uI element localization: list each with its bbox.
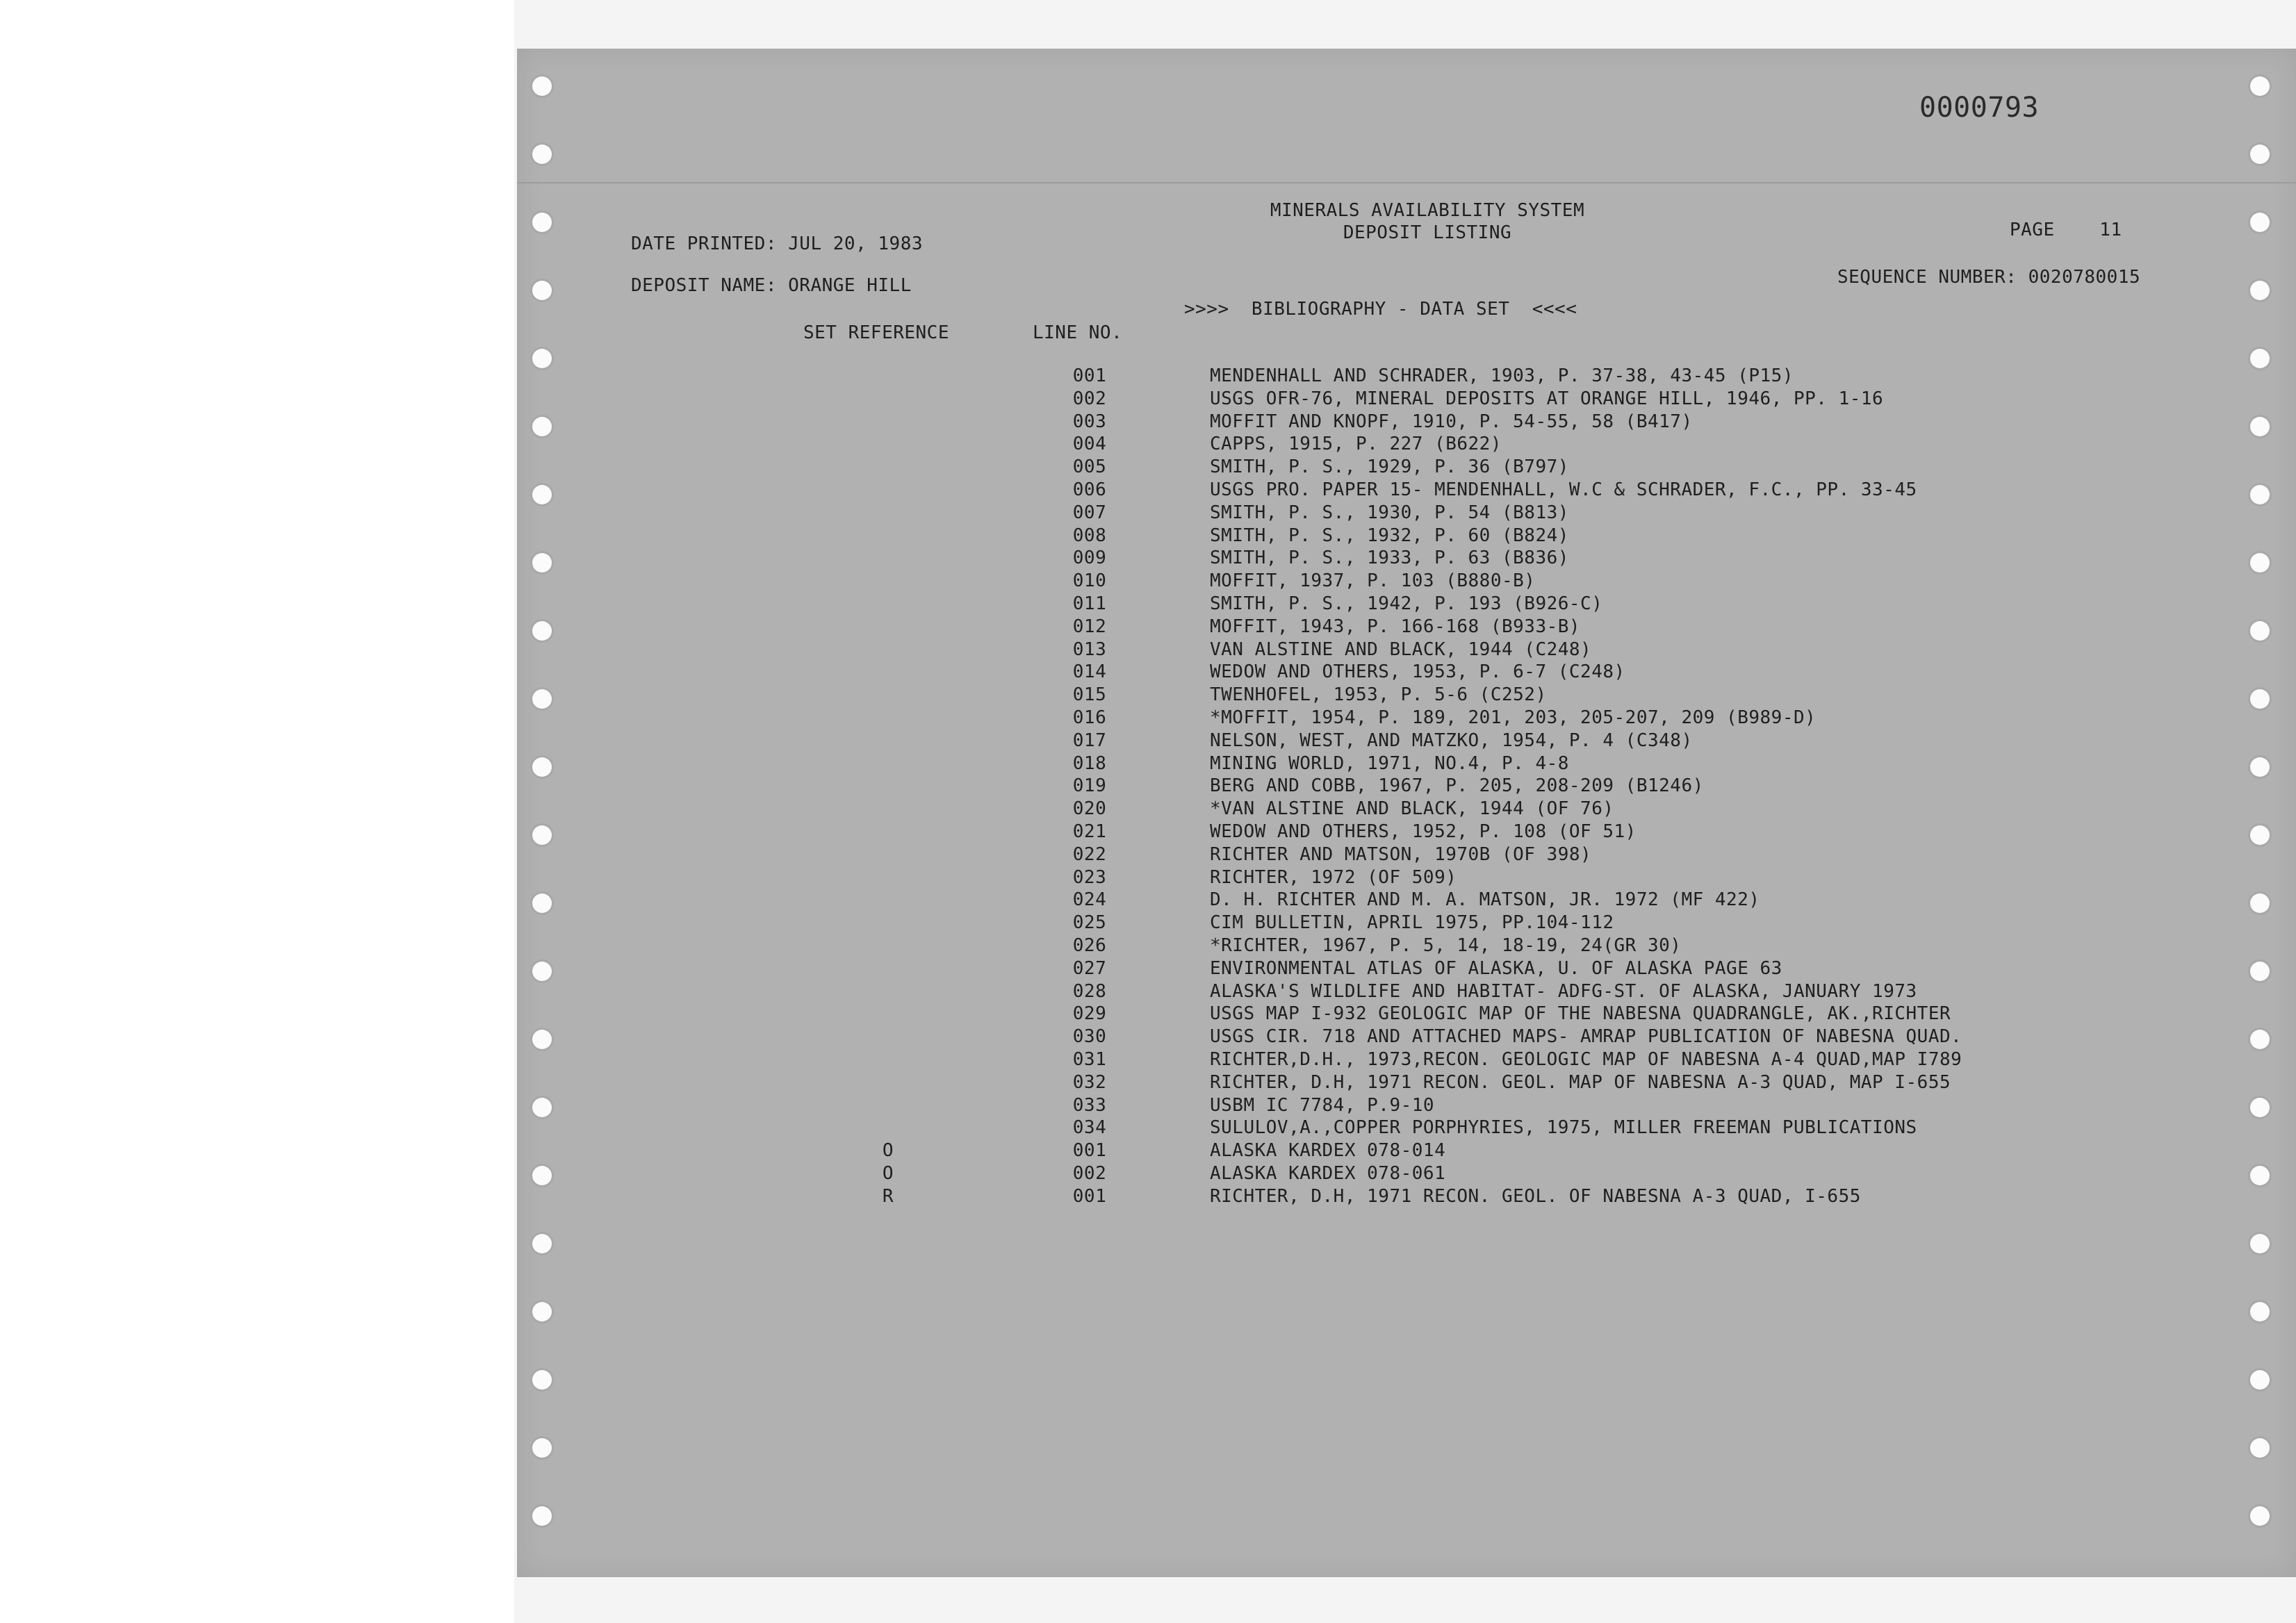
reference-text: MOFFIT AND KNOPF, 1910, P. 54-55, 58 (B417) xyxy=(1210,411,1693,432)
feed-hole xyxy=(2250,145,2270,164)
page-number: 11 xyxy=(2099,220,2122,240)
feed-hole xyxy=(532,1234,552,1253)
list-item xyxy=(517,1140,2296,1162)
line-number: 027 xyxy=(1072,957,1107,979)
reference-text: RICHTER,D.H., 1973,RECON. GEOLOGIC MAP OF NABESNA A-4 QUAD,MAP I789 xyxy=(1210,1049,1962,1070)
list-item xyxy=(517,707,2296,730)
listing-title: DEPOSIT LISTING xyxy=(1343,222,1512,243)
reference-text: ALASKA KARDEX 078-061 xyxy=(1210,1163,1446,1184)
line-number: 005 xyxy=(1072,456,1107,478)
list-item xyxy=(517,525,2296,547)
reference-text: WEDOW AND OTHERS, 1952, P. 108 (OF 51) xyxy=(1210,821,1637,842)
line-number: 019 xyxy=(1072,775,1107,797)
reference-text: VAN ALSTINE AND BLACK, 1944 (C248) xyxy=(1210,639,1592,660)
list-item xyxy=(517,411,2296,434)
line-number: 024 xyxy=(1072,889,1107,911)
line-number: 001 xyxy=(1072,1185,1107,1207)
reference-text: RICHTER AND MATSON, 1970B (OF 398) xyxy=(1210,843,1592,865)
column-header-line-no: LINE NO. xyxy=(1033,322,1123,343)
printout-sheet xyxy=(517,49,2296,1577)
feed-hole xyxy=(532,1370,552,1390)
reference-text: RICHTER, D.H, 1971 RECON. GEOL. OF NABESNA A-3 QUAD, I-655 xyxy=(1210,1185,1861,1207)
list-item xyxy=(517,639,2296,661)
line-number: 002 xyxy=(1072,388,1107,409)
reference-text: SMITH, P. S., 1942, P. 193 (B926-C) xyxy=(1210,593,1603,614)
feed-hole xyxy=(2250,281,2270,300)
feed-hole xyxy=(2250,1438,2270,1458)
reference-text: *VAN ALSTINE AND BLACK, 1944 (OF 76) xyxy=(1210,798,1614,820)
date-printed-value: JUL 20, 1983 xyxy=(788,233,923,254)
reference-text: ALASKA'S WILDLIFE AND HABITAT- ADFG-ST. OF ALASKA, JANUARY 1973 xyxy=(1210,980,1917,1002)
reference-text: CAPPS, 1915, P. 227 (B622) xyxy=(1210,434,1502,455)
list-item xyxy=(517,1049,2296,1071)
reference-text: ALASKA KARDEX 078-014 xyxy=(1210,1140,1446,1162)
reference-text: MINING WORLD, 1971, NO.4, P. 4-8 xyxy=(1210,752,1569,774)
list-item xyxy=(517,1163,2296,1185)
line-number: 017 xyxy=(1072,730,1107,751)
list-item xyxy=(517,935,2296,957)
system-title: MINERALS AVAILABILITY SYSTEM xyxy=(1270,200,1585,221)
list-item xyxy=(517,593,2296,616)
reference-text: SMITH, P. S., 1930, P. 54 (B813) xyxy=(1210,502,1569,523)
feed-hole xyxy=(2250,1302,2270,1321)
reference-text: USGS OFR-76, MINERAL DEPOSITS AT ORANGE HILL, 1946, PP. 1-16 xyxy=(1210,388,1884,409)
line-number: 013 xyxy=(1072,639,1107,660)
reference-text: *RICHTER, 1967, P. 5, 14, 18-19, 24(GR 30) xyxy=(1210,935,1682,956)
line-number: 004 xyxy=(1072,434,1107,455)
reference-text: NELSON, WEST, AND MATZKO, 1954, P. 4 (C348) xyxy=(1210,730,1693,751)
reference-text: CIM BULLETIN, APRIL 1975, PP.104-112 xyxy=(1210,912,1614,934)
line-number: 007 xyxy=(1072,502,1107,523)
list-item xyxy=(517,798,2296,821)
page-indicator xyxy=(2010,220,2122,240)
list-item xyxy=(517,388,2296,411)
line-number: 028 xyxy=(1072,980,1107,1002)
line-number: 016 xyxy=(1072,707,1107,728)
line-number: 029 xyxy=(1072,1003,1107,1025)
reference-text: RICHTER, 1972 (OF 509) xyxy=(1210,866,1457,888)
reference-text: WEDOW AND OTHERS, 1953, P. 6-7 (C248) xyxy=(1210,661,1625,683)
reference-text: SMITH, P. S., 1929, P. 36 (B797) xyxy=(1210,456,1569,478)
line-number: 001 xyxy=(1072,1140,1107,1162)
list-item xyxy=(517,889,2296,912)
feed-hole xyxy=(2250,1370,2270,1390)
list-item xyxy=(517,775,2296,798)
list-item xyxy=(517,1117,2296,1139)
list-item xyxy=(517,479,2296,502)
list-item xyxy=(517,1186,2296,1208)
page-label: PAGE xyxy=(2010,220,2055,240)
date-printed-label: DATE PRINTED: xyxy=(631,233,777,254)
line-number: 033 xyxy=(1072,1094,1107,1116)
line-number: 026 xyxy=(1072,935,1107,956)
reference-text: MENDENHALL AND SCHRADER, 1903, P. 37-38, 43-45 (P15) xyxy=(1210,365,1794,386)
feed-hole xyxy=(2250,1234,2270,1253)
list-item xyxy=(517,1003,2296,1025)
list-item xyxy=(517,821,2296,843)
list-item xyxy=(517,844,2296,866)
list-item xyxy=(517,456,2296,479)
feed-hole xyxy=(532,1438,552,1458)
reference-text: TWENHOFEL, 1953, P. 5-6 (C252) xyxy=(1210,684,1547,706)
reference-text: BERG AND COBB, 1967, P. 205, 208-209 (B1246) xyxy=(1210,775,1704,797)
line-number: 003 xyxy=(1072,411,1107,432)
perforation-fold xyxy=(517,182,2296,183)
set-reference: O xyxy=(882,1140,894,1162)
reference-text: USGS MAP I-932 GEOLOGIC MAP OF THE NABESNA QUADRANGLE, AK.,RICHTER xyxy=(1210,1003,1951,1025)
line-number: 010 xyxy=(1072,570,1107,592)
line-number: 008 xyxy=(1072,525,1107,546)
column-header-set-reference: SET REFERENCE xyxy=(803,322,949,343)
line-number: 018 xyxy=(1072,752,1107,774)
reference-text: USBM IC 7784, P.9-10 xyxy=(1210,1094,1435,1116)
reference-text: MOFFIT, 1937, P. 103 (B880-B) xyxy=(1210,570,1536,592)
line-number: 031 xyxy=(1072,1049,1107,1070)
line-number: 015 xyxy=(1072,684,1107,706)
list-item xyxy=(517,867,2296,889)
line-number: 030 xyxy=(1072,1026,1107,1048)
sequence-number-value: 0020780015 xyxy=(2028,267,2141,288)
list-item xyxy=(517,661,2296,684)
list-item xyxy=(517,502,2296,525)
line-number: 011 xyxy=(1072,593,1107,614)
reference-text: *MOFFIT, 1954, P. 189, 201, 203, 205-207, 209 (B989-D) xyxy=(1210,707,1817,728)
line-number: 032 xyxy=(1072,1071,1107,1093)
list-item xyxy=(517,616,2296,639)
line-number: 023 xyxy=(1072,866,1107,888)
list-item xyxy=(517,981,2296,1003)
feed-hole xyxy=(2250,76,2270,96)
list-item xyxy=(517,1072,2296,1094)
line-number: 034 xyxy=(1072,1117,1107,1139)
list-item xyxy=(517,753,2296,775)
feed-hole xyxy=(532,1506,552,1526)
feed-hole xyxy=(532,1302,552,1321)
line-number: 002 xyxy=(1072,1163,1107,1184)
feed-hole xyxy=(2250,213,2270,232)
reference-text: MOFFIT, 1943, P. 166-168 (B933-B) xyxy=(1210,616,1581,637)
line-number: 025 xyxy=(1072,912,1107,934)
list-item xyxy=(517,570,2296,593)
deposit-name-label: DEPOSIT NAME: xyxy=(631,275,777,296)
line-number: 001 xyxy=(1072,365,1107,386)
feed-hole xyxy=(532,281,552,300)
reference-text: D. H. RICHTER AND M. A. MATSON, JR. 1972 (MF 422) xyxy=(1210,889,1760,911)
list-item xyxy=(517,958,2296,980)
sequence-number-label: SEQUENCE NUMBER: xyxy=(1837,267,2017,288)
reference-text: USGS CIR. 718 AND ATTACHED MAPS- AMRAP PUBLICATION OF NABESNA QUAD. xyxy=(1210,1026,1962,1048)
line-number: 021 xyxy=(1072,821,1107,842)
list-item xyxy=(517,434,2296,456)
list-item xyxy=(517,684,2296,707)
line-number: 006 xyxy=(1072,479,1107,500)
set-reference: R xyxy=(882,1185,894,1207)
list-item xyxy=(517,1095,2296,1117)
list-item xyxy=(517,365,2296,388)
reference-text: USGS PRO. PAPER 15- MENDENHALL, W.C & SCHRADER, F.C., PP. 33-45 xyxy=(1210,479,1917,500)
line-number: 012 xyxy=(1072,616,1107,637)
deposit-name xyxy=(631,275,912,296)
reference-text: RICHTER, D.H, 1971 RECON. GEOL. MAP OF NABESNA A-3 QUAD, MAP I-655 xyxy=(1210,1071,1951,1093)
line-number: 014 xyxy=(1072,661,1107,683)
list-item xyxy=(517,912,2296,934)
list-item xyxy=(517,547,2296,570)
section-title: >>>> BIBLIOGRAPHY - DATA SET <<<< xyxy=(1184,299,1577,320)
feed-hole xyxy=(2250,1506,2270,1526)
line-number: 009 xyxy=(1072,547,1107,569)
list-item xyxy=(517,730,2296,752)
reference-text: SMITH, P. S., 1933, P. 63 (B836) xyxy=(1210,547,1569,569)
set-reference: O xyxy=(882,1163,894,1184)
date-printed xyxy=(631,233,923,254)
reference-text: ENVIRONMENTAL ATLAS OF ALASKA, U. OF ALASKA PAGE 63 xyxy=(1210,957,1782,979)
feed-hole xyxy=(532,145,552,164)
document-number: 0000793 xyxy=(1919,92,2040,124)
sequence-number xyxy=(1837,267,2140,288)
line-number: 022 xyxy=(1072,843,1107,865)
reference-text: SMITH, P. S., 1932, P. 60 (B824) xyxy=(1210,525,1569,546)
list-item xyxy=(517,1026,2296,1048)
feed-hole xyxy=(532,76,552,96)
deposit-name-value: ORANGE HILL xyxy=(788,275,912,296)
line-number: 020 xyxy=(1072,798,1107,820)
reference-text: SULULOV,A.,COPPER PORPHYRIES, 1975, MILLER FREEMAN PUBLICATIONS xyxy=(1210,1117,1917,1139)
feed-hole xyxy=(532,213,552,232)
